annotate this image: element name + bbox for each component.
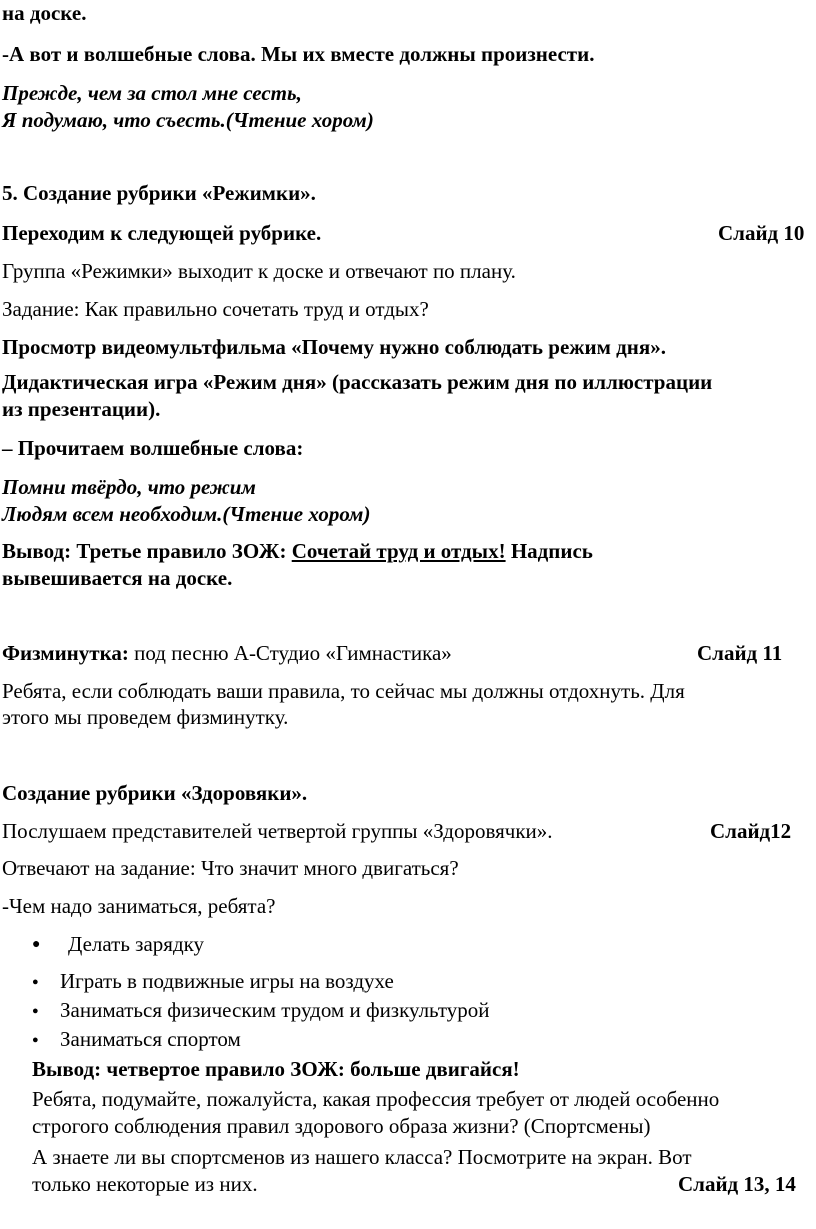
fizminutka-line xyxy=(2,640,452,666)
section-heading-rezhimki: 5. Создание рубрики «Режимки». xyxy=(2,181,316,205)
paragraph-rest-2: этого мы проведем физминутку. xyxy=(2,705,289,729)
verse-text: Я подумаю, что съесть. xyxy=(2,108,226,132)
conclusion-fourth-rule: Вывод: четвертое правило ЗОЖ: больше двигайся! xyxy=(32,1057,520,1081)
conclusion-third-rule xyxy=(2,538,593,564)
paragraph-video-viewing: Просмотр видеомультфильма «Почему нужно соблюдать режим дня». xyxy=(2,335,666,359)
list-item-text: Делать зарядку xyxy=(68,932,205,956)
paragraph-read-magic-words: – Прочитаем волшебные слова: xyxy=(2,436,304,460)
paragraph-athletes-1: А знаете ли вы спортсменов из нашего класса? Посмотрите на экран. Вот xyxy=(32,1145,692,1169)
rule-underlined: Сочетай труд и отдых! xyxy=(291,539,506,563)
section-heading-zdorovyaki: Создание рубрики «Здоровяки». xyxy=(2,781,308,805)
paragraph-group-rezhimki: Группа «Режимки» выходит к доске и отвечают по плану. xyxy=(2,259,516,283)
verse-line-3: Помни твёрдо, что режим xyxy=(2,475,256,499)
list-item-text: Заниматься физическим трудом и физкультурой xyxy=(60,998,490,1022)
bullet-icon: ● xyxy=(32,937,41,952)
paragraph-athletes-2: только некоторые из них. xyxy=(32,1172,258,1196)
paragraph-magic-words-intro: -А вот и волшебные слова. Мы их вместе должны произнести. xyxy=(2,42,595,66)
slide-label-10: Слайд 10 xyxy=(718,221,805,245)
verse-line-2 xyxy=(2,107,374,133)
paragraph-task: Задание: Как правильно сочетать труд и отдых? xyxy=(2,297,429,321)
conclusion-third-rule-2: вывешивается на доске. xyxy=(2,566,233,590)
verse-line-4 xyxy=(2,501,370,527)
paragraph-continuation: на доске. xyxy=(2,1,87,25)
paragraph-didactic-game-1: Дидактическая игра «Режим дня» (рассказать режим дня по иллюстрации xyxy=(2,370,713,394)
conclusion-suffix: Надпись xyxy=(505,539,593,563)
slide-label-11: Слайд 11 xyxy=(697,641,783,665)
bullet-icon: ● xyxy=(32,1034,39,1046)
verse-text: Людям всем необходим. xyxy=(2,502,223,526)
choral-reading-note: (Чтение хором) xyxy=(222,502,371,526)
list-item-text: Заниматься спортом xyxy=(60,1027,241,1051)
paragraph-listen-group: Послушаем представителей четвертой группы «Здоровячки». xyxy=(2,819,553,843)
bullet-icon: ● xyxy=(32,976,39,988)
slide-label-13-14: Слайд 13, 14 xyxy=(678,1172,796,1196)
paragraph-profession-2: строгого соблюдения правил здорового образа жизни? (Спортсмены) xyxy=(32,1114,651,1138)
list-item-text: Играть в подвижные игры на воздухе xyxy=(60,969,394,993)
paragraph-next-rubric: Переходим к следующей рубрике. xyxy=(2,221,322,245)
choral-reading-note: (Чтение хором) xyxy=(225,108,374,132)
paragraph-profession-1: Ребята, подумайте, пожалуйста, какая профессия требует от людей особенно xyxy=(32,1087,720,1111)
paragraph-rest-1: Ребята, если соблюдать ваши правила, то сейчас мы должны отдохнуть. Для xyxy=(2,679,685,703)
bullet-icon: ● xyxy=(32,1005,39,1017)
slide-label-12: Слайд12 xyxy=(710,819,792,843)
paragraph-answer-task: Отвечают на задание: Что значит много двигаться? xyxy=(2,856,459,880)
fizminutka-label: Физминутка: xyxy=(2,641,129,665)
fizminutka-text: под песню А-Студио «Гимнастика» xyxy=(128,641,452,665)
verse-line-1: Прежде, чем за стол мне сесть, xyxy=(2,81,302,105)
paragraph-didactic-game-2: из презентации). xyxy=(2,397,161,421)
conclusion-prefix: Вывод: Третье правило ЗОЖ: xyxy=(2,539,292,563)
paragraph-question: -Чем надо заниматься, ребята? xyxy=(2,894,276,918)
